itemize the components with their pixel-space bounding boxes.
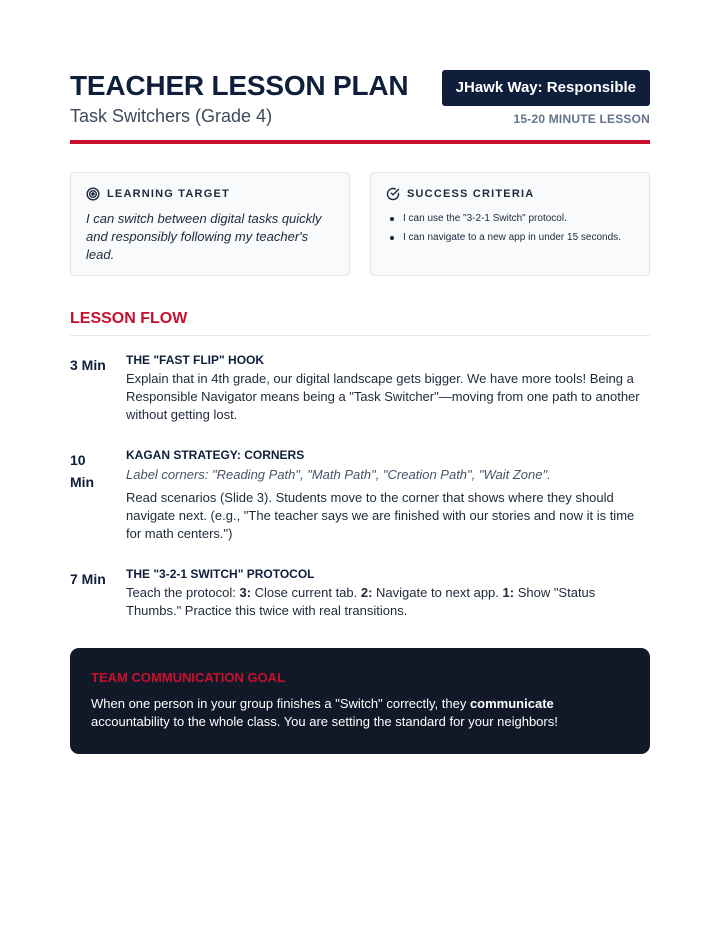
success-criteria-list	[386, 209, 634, 247]
step-title: THE "FAST FLIP" HOOK	[126, 353, 265, 367]
header-divider	[70, 140, 650, 144]
step-time: 10 Min	[70, 452, 95, 490]
team-goal-text-start: When one person in your group finishes a "Switch" correctly, they	[91, 696, 470, 711]
objective-cards	[70, 172, 650, 276]
protocol-step-3: 3:	[239, 585, 252, 600]
lesson-flow-divider	[70, 335, 650, 336]
success-criteria-header	[386, 187, 634, 201]
page-title: TEACHER LESSON PLAN	[70, 70, 409, 101]
protocol-text: Teach the protocol:	[126, 585, 240, 600]
step-note: Label corners: "Reading Path", "Math Path", "Creation Path", "Wait Zone".	[126, 467, 551, 482]
step-body	[126, 567, 650, 620]
check-circle-icon	[386, 187, 400, 201]
lesson-step-corners	[70, 448, 650, 543]
step-time: 3 Min	[70, 357, 106, 373]
learning-target-header	[86, 187, 334, 201]
lesson-duration: 15-20 MINUTE LESSON	[513, 112, 650, 126]
page-header	[70, 70, 650, 132]
lesson-plan-page	[70, 70, 650, 754]
lesson-step-hook	[70, 353, 650, 424]
protocol-step-2: 2:	[360, 585, 373, 600]
protocol-text: Close current tab.	[251, 585, 361, 600]
step-description: Explain that in 4th grade, our digital landscape gets bigger. We have more tools! Being a Responsible Navigator means being a "Task Switcher"—moving from one path to another without getting lost.	[126, 371, 640, 422]
target-icon	[86, 187, 100, 201]
team-goal-title: TEAM COMMUNICATION GOAL	[91, 670, 286, 685]
criteria-item: I can navigate to a new app in under 15 seconds.	[386, 228, 634, 247]
team-goal-text-end: accountability to the whole class. You are setting the standard for your neighbors!	[91, 714, 558, 729]
lesson-flow-heading: LESSON FLOW	[70, 310, 188, 327]
learning-target-label: LEARNING TARGET	[107, 188, 230, 200]
team-communication-goal-panel	[70, 648, 650, 754]
step-title: THE "3-2-1 SWITCH" PROTOCOL	[126, 567, 315, 581]
step-title: KAGAN STRATEGY: CORNERS	[126, 448, 305, 462]
success-criteria-card	[370, 172, 650, 276]
team-goal-text	[91, 695, 629, 731]
step-body	[126, 448, 650, 543]
step-time: 7 Min	[70, 571, 106, 587]
team-goal-emphasis: communicate	[469, 696, 554, 711]
learning-target-card	[70, 172, 350, 276]
criteria-item: I can use the "3-2-1 Switch" protocol.	[386, 209, 634, 228]
step-description	[126, 584, 650, 620]
lesson-step-protocol	[70, 567, 650, 620]
protocol-text: Show "Status Thumbs." Practice this twice with real transitions.	[126, 585, 596, 618]
protocol-step-1: 1:	[502, 585, 515, 600]
protocol-text: Navigate to next app.	[372, 585, 503, 600]
jhawk-way-badge: JHawk Way: Responsible	[442, 70, 650, 106]
learning-target-text: I can switch between digital tasks quickly and responsibly following my teacher's lead.	[86, 211, 322, 262]
step-description: Read scenarios (Slide 3). Students move to the corner that shows where they should navigate next. (e.g., "The teacher says we are finished with our stories and now it is time for math centers.")	[126, 490, 635, 541]
step-body	[126, 353, 650, 424]
page-subtitle: Task Switchers (Grade 4)	[70, 106, 273, 126]
success-criteria-label: SUCCESS CRITERIA	[407, 188, 535, 200]
